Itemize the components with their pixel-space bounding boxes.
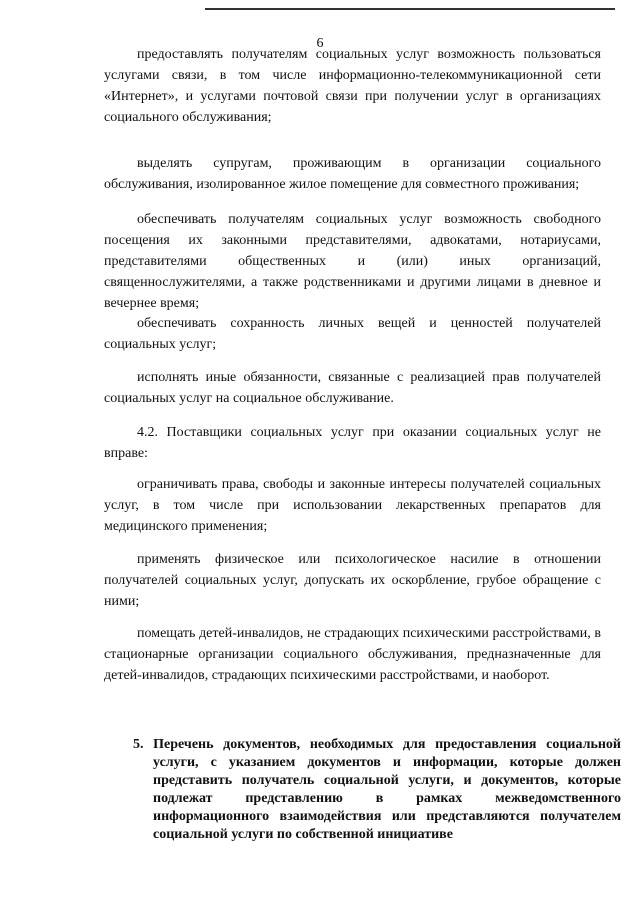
paragraph-6: 4.2. Поставщики социальных услуг при оказании социальных услуг не вправе: xyxy=(104,425,601,461)
paragraph-1: предоставлять получателям социальных услуг возможность пользоваться услугами связи, в том числе информационно-телекоммуникационной сети «Интернет», и услугами почтовой связи при получении услуг в организациях социального обслуживания; xyxy=(104,47,601,125)
paragraph-7: ограничивать права, свободы и законные интересы получателей социальных услуг, в том числе при использовании лекарственных препаратов для медицинского применения; xyxy=(104,477,601,534)
paragraph-2: выделять супругам, проживающим в организации социального обслуживания, изолированное жилое помещение для совместного проживания; xyxy=(104,156,601,192)
paragraph-3: обеспечивать получателям социальных услуг возможность свободного посещения их законными представителями, адвокатами, нотариусами, представителями общественных и (или) иных организаций, священнослужителями, а также родственниками и другими лицами в дневное и вечернее время; xyxy=(104,212,601,311)
paragraph-8: применять физическое или психологическое насилие в отношении получателей социальных услуг, допускать их оскорбление, грубое обращение с ними; xyxy=(104,552,601,609)
paragraph-4: обеспечивать сохранность личных вещей и ценностей получателей социальных услуг; xyxy=(104,316,601,352)
paragraph-5: исполнять иные обязанности, связанные с реализацией прав получателей социальных услуг на социальное обслуживание. xyxy=(104,370,601,406)
section-heading: 5. Перечень документов, необходимых для предоставления социальной услуги, с указанием документов и информации, которые должен представить получатель социальной услуги, и документов, которые подлежат представлению в рамках межведомственного информационного взаимодействия или представляются получателем социальной услуги по собственной инициативе xyxy=(133,737,621,842)
paragraph-9: помещать детей-инвалидов, не страдающих психическими расстройствами, в стационарные организации социального обслуживания, предназначенные для детей-инвалидов, страдающих психическими расстройствами, и наоборот. xyxy=(104,626,601,683)
top-rule xyxy=(205,8,615,10)
page-number: 6 xyxy=(316,36,324,51)
